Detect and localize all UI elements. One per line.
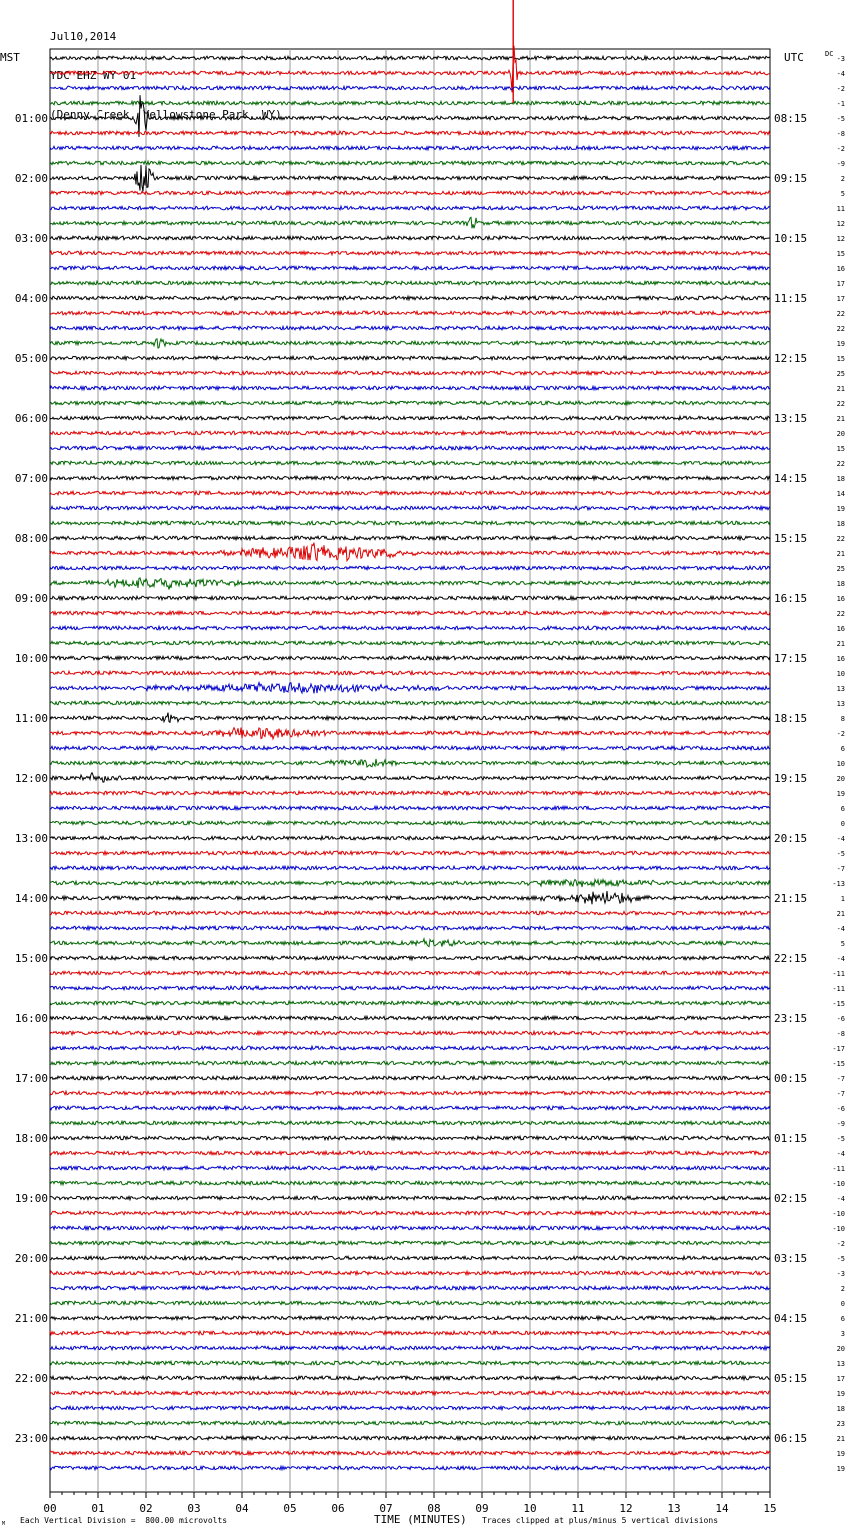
seismic-trace [50, 56, 770, 60]
dc-label: DC [825, 50, 834, 58]
left-hour-label: 05:00 [14, 352, 48, 365]
left-hour-label: 06:00 [14, 412, 48, 425]
seismic-traces [50, 0, 770, 1470]
left-hour-label: 01:00 [14, 112, 48, 125]
right-hour-label: 16:15 [774, 592, 808, 605]
dc-offset-labels [832, 55, 845, 1473]
seismic-trace [50, 1316, 770, 1320]
dc-offset-value: 6 [840, 805, 845, 813]
dc-offset-value: -5 [836, 850, 845, 858]
seismic-trace [50, 1136, 770, 1140]
seismic-trace [50, 461, 770, 465]
dc-offset-value: 10 [836, 670, 845, 678]
seismic-trace [50, 386, 770, 390]
scale-note: Each Vertical Division = 800.00 microvolts [20, 1516, 228, 1525]
right-zone-label: UTC [784, 51, 804, 64]
dc-offset-value: -10 [832, 1225, 845, 1233]
seismic-trace [50, 821, 770, 825]
seismic-trace [50, 746, 770, 750]
seismic-trace [50, 131, 770, 135]
right-hour-labels [774, 112, 807, 1445]
right-hour-label: 06:15 [774, 1432, 808, 1445]
seismic-trace [50, 626, 770, 630]
seismic-trace [50, 1091, 770, 1095]
seismic-trace [50, 1166, 770, 1170]
dc-offset-value: 22 [836, 325, 845, 333]
x-tick-label: 08 [427, 1502, 441, 1515]
right-hour-label: 12:15 [774, 352, 808, 365]
dc-offset-value: 21 [836, 385, 845, 393]
dc-offset-value: -2 [836, 145, 845, 153]
seismic-trace [50, 1226, 770, 1230]
seismic-trace [50, 866, 770, 870]
dc-offset-value: 16 [836, 595, 845, 603]
dc-offset-value: 15 [836, 355, 845, 363]
dc-offset-value: 15 [836, 445, 845, 453]
right-hour-label: 02:15 [774, 1192, 808, 1205]
left-hour-label: 12:00 [14, 772, 48, 785]
x-tick-label: 03 [187, 1502, 201, 1515]
left-hour-label: 13:00 [14, 832, 48, 845]
seismic-trace [50, 476, 770, 480]
dc-offset-value: -11 [832, 985, 845, 993]
dc-offset-value: -6 [836, 1105, 845, 1113]
left-hour-label: 23:00 [14, 1432, 48, 1445]
dc-offset-value: 18 [836, 580, 845, 588]
seismic-trace [50, 1046, 770, 1050]
dc-offset-value: 19 [836, 1465, 845, 1473]
left-hour-label: 03:00 [14, 232, 48, 245]
dc-offset-value: 18 [836, 1405, 845, 1413]
dc-offset-value: 14 [836, 490, 845, 498]
plot-grid [50, 49, 770, 1498]
seismic-trace [50, 401, 770, 405]
dc-offset-value: -7 [836, 1090, 845, 1098]
dc-offset-value: 3 [840, 1330, 845, 1338]
right-hour-label: 03:15 [774, 1252, 808, 1265]
dc-offset-value: 5 [840, 190, 845, 198]
seismic-trace [50, 543, 770, 561]
seismic-trace [50, 1286, 770, 1290]
right-hour-label: 15:15 [774, 532, 808, 545]
seismic-trace [50, 161, 770, 165]
dc-offset-value: -4 [836, 925, 845, 933]
seismic-trace [50, 911, 770, 915]
dc-offset-value: -6 [836, 1015, 845, 1023]
dc-offset-value: 18 [836, 520, 845, 528]
x-tick-label: 10 [523, 1502, 537, 1515]
seismic-trace [50, 971, 770, 975]
seismic-trace [50, 536, 770, 540]
dc-offset-value: 6 [840, 1315, 845, 1323]
dc-offset-value: -4 [836, 955, 845, 963]
seismic-trace [50, 1421, 770, 1425]
x-tick-label: 12 [619, 1502, 633, 1515]
seismic-trace [50, 880, 770, 888]
seismic-trace [50, 1196, 770, 1200]
seismic-trace [50, 1121, 770, 1125]
seismic-trace [50, 281, 770, 285]
left-hour-label: 22:00 [14, 1372, 48, 1385]
seismic-trace [50, 836, 770, 840]
right-hour-label: 21:15 [774, 892, 808, 905]
dc-offset-value: -7 [836, 1075, 845, 1083]
right-hour-label: 09:15 [774, 172, 808, 185]
seismic-trace [50, 1361, 770, 1365]
dc-offset-value: 21 [836, 1435, 845, 1443]
dc-offset-value: 19 [836, 340, 845, 348]
seismic-trace [50, 891, 770, 904]
dc-offset-value: -15 [832, 1000, 845, 1008]
dc-offset-value: 22 [836, 400, 845, 408]
seismic-trace [50, 1001, 770, 1005]
dc-offset-value: 21 [836, 550, 845, 558]
right-hour-label: 22:15 [774, 952, 808, 965]
seismic-trace [50, 986, 770, 990]
seismic-trace [50, 773, 770, 783]
dc-offset-value: 13 [836, 700, 845, 708]
right-hour-label: 17:15 [774, 652, 808, 665]
seismic-trace [50, 1451, 770, 1455]
x-tick-label: 09 [475, 1502, 489, 1515]
dc-offset-value: 19 [836, 505, 845, 513]
dc-offset-value: 12 [836, 235, 845, 243]
x-tick-label: 00 [43, 1502, 57, 1515]
dc-offset-value: 21 [836, 415, 845, 423]
seismic-trace [50, 578, 770, 590]
seismic-trace [50, 296, 770, 300]
dc-offset-value: 19 [836, 790, 845, 798]
seismic-trace [50, 1151, 770, 1155]
dc-offset-value: -11 [832, 970, 845, 978]
left-hour-label: 18:00 [14, 1132, 48, 1145]
seismic-trace [50, 1076, 770, 1080]
dc-offset-value: 6 [840, 745, 845, 753]
x-tick-label: 13 [667, 1502, 681, 1515]
x-tick-label: 05 [283, 1502, 297, 1515]
dc-offset-value: -2 [836, 730, 845, 738]
seismic-trace [50, 101, 770, 105]
x-tick-label: 04 [235, 1502, 249, 1515]
seismic-trace [50, 641, 770, 645]
seismic-trace [50, 371, 770, 375]
left-hour-label: 20:00 [14, 1252, 48, 1265]
dc-offset-value: 25 [836, 370, 845, 378]
seismic-trace [50, 1106, 770, 1110]
record-date: Jul10,2014 [50, 30, 117, 43]
seismic-trace [50, 416, 770, 420]
dc-offset-value: 18 [836, 475, 845, 483]
dc-offset-value: 22 [836, 460, 845, 468]
seismic-trace [50, 206, 770, 210]
x-axis-title: TIME (MINUTES) [374, 1513, 467, 1526]
plot-frame [50, 49, 770, 1492]
dc-offset-value: -17 [832, 1045, 845, 1053]
seismic-trace [50, 791, 770, 795]
x-tick-label: 14 [715, 1502, 729, 1515]
seismic-trace [50, 191, 770, 195]
seismic-trace [50, 251, 770, 255]
dc-offset-value: -10 [832, 1180, 845, 1188]
seismic-trace [50, 1241, 770, 1245]
right-hour-label: 23:15 [774, 1012, 808, 1025]
seismic-trace [50, 1436, 770, 1440]
seismic-trace [50, 1256, 770, 1260]
dc-offset-value: -11 [832, 1165, 845, 1173]
right-hour-label: 14:15 [774, 472, 808, 485]
seismic-trace [50, 806, 770, 810]
dc-offset-value: -4 [836, 1195, 845, 1203]
right-hour-label: 10:15 [774, 232, 808, 245]
dc-offset-value: -4 [836, 70, 845, 78]
left-hour-label: 17:00 [14, 1072, 48, 1085]
dc-offset-value: 17 [836, 295, 845, 303]
dc-offset-value: -5 [836, 115, 845, 123]
dc-offset-value: -4 [836, 835, 845, 843]
dc-offset-value: 19 [836, 1450, 845, 1458]
dc-offset-value: -1 [836, 100, 845, 108]
seismic-trace [50, 521, 770, 525]
dc-offset-value: 13 [836, 1360, 845, 1368]
left-hour-labels [15, 112, 48, 1445]
seismic-trace [50, 446, 770, 450]
x-tick-label: 15 [763, 1502, 777, 1515]
dc-offset-value: -5 [836, 1135, 845, 1143]
seismic-trace [50, 683, 770, 694]
seismic-trace [50, 1406, 770, 1410]
left-hour-label: 04:00 [14, 292, 48, 305]
left-hour-label: 21:00 [14, 1312, 48, 1325]
dc-offset-value: 20 [836, 1345, 845, 1353]
dc-offset-value: 15 [836, 250, 845, 258]
dc-offset-value: 10 [836, 760, 845, 768]
dc-offset-value: -9 [836, 1120, 845, 1128]
seismic-trace [50, 728, 770, 739]
seismic-trace [50, 939, 770, 947]
left-hour-label: 16:00 [14, 1012, 48, 1025]
left-hour-label: 07:00 [14, 472, 48, 485]
seismic-trace [50, 356, 770, 360]
dc-offset-value: 22 [836, 610, 845, 618]
x-tick-label: 11 [571, 1502, 585, 1515]
seismic-trace [50, 611, 770, 615]
left-hour-label: 10:00 [14, 652, 48, 665]
dc-offset-value: -2 [836, 1240, 845, 1248]
seismic-trace [50, 1391, 770, 1395]
seismic-trace [50, 165, 770, 192]
dc-offset-value: 11 [836, 205, 845, 213]
seismic-trace [50, 759, 770, 767]
seismic-trace [50, 1181, 770, 1185]
dc-offset-value: 17 [836, 1375, 845, 1383]
seismic-trace [50, 266, 770, 270]
dc-offset-value: 16 [836, 655, 845, 663]
station-location: (Denny Creek, Yellowstone Park, WY) [50, 108, 282, 121]
dc-offset-value: 16 [836, 625, 845, 633]
dc-offset-value: 20 [836, 775, 845, 783]
left-hour-label: 11:00 [14, 712, 48, 725]
seismic-trace [50, 956, 770, 960]
seismic-trace [50, 339, 770, 348]
seismic-trace [50, 1031, 770, 1035]
seismic-trace [50, 656, 770, 660]
left-hour-label: 15:00 [14, 952, 48, 965]
seismic-trace [50, 1466, 770, 1470]
dc-offset-value: -13 [832, 880, 845, 888]
seismic-trace [50, 1271, 770, 1275]
dc-offset-value: 0 [840, 1300, 845, 1308]
dc-offset-value: 21 [836, 640, 845, 648]
dc-offset-value: 22 [836, 310, 845, 318]
x-tick-label: 02 [139, 1502, 153, 1515]
seismic-trace [50, 1211, 770, 1215]
seismic-trace [50, 326, 770, 330]
dc-offset-value: -5 [836, 1255, 845, 1263]
seismic-trace [50, 1331, 770, 1335]
dc-offset-value: -7 [836, 865, 845, 873]
seismic-trace [50, 86, 770, 90]
right-hour-label: 20:15 [774, 832, 808, 845]
seismic-trace [50, 1301, 770, 1305]
right-hour-label: 11:15 [774, 292, 808, 305]
right-hour-label: 19:15 [774, 772, 808, 785]
dc-offset-value: 5 [840, 940, 845, 948]
dc-offset-value: -10 [832, 1210, 845, 1218]
station-code: YDC EHZ WY 01 [50, 69, 137, 82]
right-hour-label: 05:15 [774, 1372, 808, 1385]
dc-offset-value: -2 [836, 85, 845, 93]
dc-offset-value: 22 [836, 535, 845, 543]
left-hour-label: 14:00 [14, 892, 48, 905]
dc-offset-value: 21 [836, 910, 845, 918]
dc-offset-value: 12 [836, 220, 845, 228]
x-tick-label: 01 [91, 1502, 105, 1515]
dc-offset-value: -15 [832, 1060, 845, 1068]
seismic-trace [50, 1346, 770, 1350]
seismic-trace [50, 491, 770, 495]
seismic-trace [50, 431, 770, 435]
right-hour-label: 08:15 [774, 112, 808, 125]
dc-offset-value: -8 [836, 1030, 845, 1038]
left-hour-label: 09:00 [14, 592, 48, 605]
dc-offset-value: 25 [836, 565, 845, 573]
dc-offset-value: -8 [836, 130, 845, 138]
left-hour-label: 19:00 [14, 1192, 48, 1205]
dc-offset-value: 17 [836, 280, 845, 288]
dc-offset-value: 13 [836, 685, 845, 693]
dc-offset-value: 19 [836, 1390, 845, 1398]
seismic-trace [50, 46, 770, 93]
seismic-trace [50, 851, 770, 855]
seismic-trace [50, 713, 770, 723]
seismic-trace [50, 146, 770, 150]
dc-offset-value: 20 [836, 430, 845, 438]
seismic-trace [50, 1376, 770, 1380]
dc-offset-value: -3 [836, 1270, 845, 1278]
seismic-trace [50, 926, 770, 930]
seismic-trace [50, 217, 770, 228]
dc-offset-value: 16 [836, 265, 845, 273]
right-hour-label: 13:15 [774, 412, 808, 425]
x-tick-label: 06 [331, 1502, 345, 1515]
right-hour-label: 04:15 [774, 1312, 808, 1325]
left-hour-label: 08:00 [14, 532, 48, 545]
dc-offset-value: 2 [840, 175, 845, 183]
right-hour-label: 00:15 [774, 1072, 808, 1085]
dc-offset-value: -4 [836, 1150, 845, 1158]
dc-offset-value: 23 [836, 1420, 845, 1428]
seismic-trace [50, 596, 770, 600]
x-tick-label: 07 [379, 1502, 393, 1515]
seismic-trace [50, 566, 770, 570]
seismic-trace [50, 1016, 770, 1020]
dc-offset-value: 0 [840, 820, 845, 828]
dc-offset-value: 8 [840, 715, 845, 723]
seismic-trace [50, 311, 770, 315]
right-hour-label: 01:15 [774, 1132, 808, 1145]
dc-offset-value: 1 [840, 895, 845, 903]
seismic-trace [50, 236, 770, 240]
right-hour-label: 18:15 [774, 712, 808, 725]
left-zone-label: MST [0, 51, 20, 64]
dc-offset-value: -3 [836, 55, 845, 63]
left-hour-label: 02:00 [14, 172, 48, 185]
dc-offset-value: -9 [836, 160, 845, 168]
seismic-trace [50, 671, 770, 675]
seismic-trace [50, 506, 770, 510]
seismic-trace [50, 701, 770, 705]
corner-mark: M [2, 1521, 6, 1527]
seismic-trace [50, 1061, 770, 1065]
clip-note: Traces clipped at plus/minus 5 vertical divisions [482, 1516, 719, 1525]
dc-offset-value: 2 [840, 1285, 845, 1293]
